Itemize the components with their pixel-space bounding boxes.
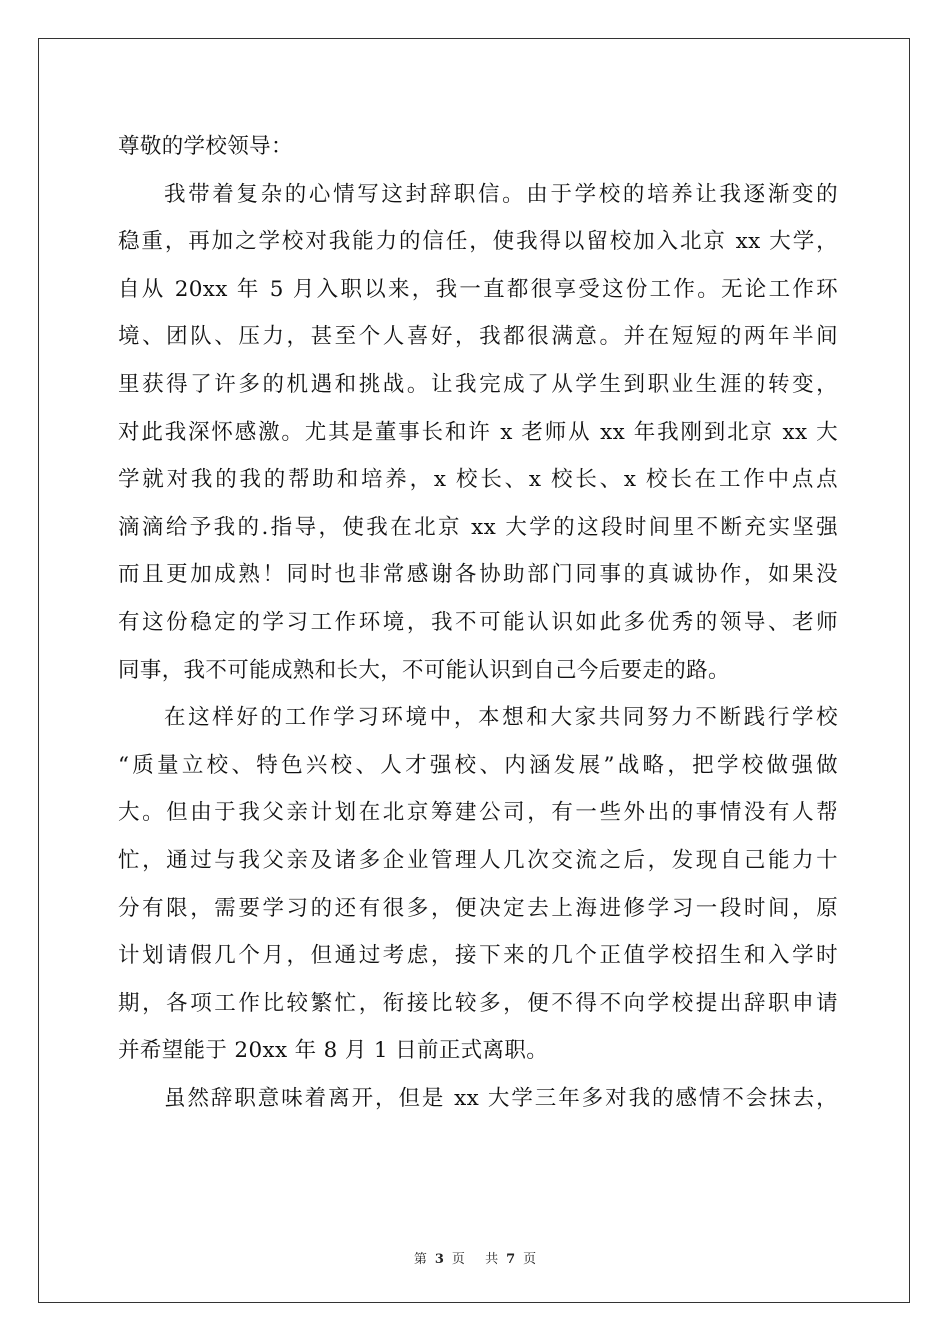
- paragraph-line: 滴滴给予我的.指导，使我在北京 xx 大学的这段时间里不断充实坚强: [118, 514, 838, 540]
- total-pages-indicator: [481, 1248, 540, 1267]
- page-prefix: 第: [413, 1252, 427, 1267]
- paragraph-line: 我带着复杂的心情写这封辞职信。由于学校的培养让我逐渐变的: [164, 181, 838, 207]
- paragraph-line: 里获得了许多的机遇和挑战。让我完成了从学生到职业生涯的转变，: [118, 371, 838, 397]
- paragraph-line: 而且更加成熟！同时也非常感谢各协助部门同事的真诚协作，如果没: [118, 562, 838, 588]
- paragraph-line: 有这份稳定的学习工作环境，我不可能认识如此多优秀的领导、老师: [118, 609, 838, 635]
- paragraph-3: [118, 1075, 838, 1123]
- page-suffix: 页: [451, 1252, 465, 1267]
- salutation: 尊敬的学校领导：: [118, 134, 293, 159]
- paragraph-line: 境、团队、压力，甚至个人喜好，我都很满意。并在短短的两年半间: [118, 324, 838, 350]
- page-number: 3: [434, 1252, 444, 1267]
- total-prefix: 共: [485, 1252, 499, 1267]
- paragraph-line: 在这样好的工作学习环境中，本想和大家共同努力不断践行学校: [164, 705, 838, 731]
- paragraph-line: 稳重，再加之学校对我能力的信任，使我得以留校加入北京 xx 大学，: [118, 229, 838, 255]
- paragraph-line: 自从 20xx 年 5 月入职以来，我一直都很享受这份工作。无论工作环: [118, 276, 838, 302]
- paragraph-line: 并希望能于 20xx 年 8 月 1 日前正式离职。: [118, 1038, 549, 1064]
- paragraph-1: [118, 171, 838, 695]
- total-suffix: 页: [523, 1252, 537, 1267]
- page-footer: [0, 1248, 950, 1267]
- paragraph-line: 同事，我不可能成熟和长大，不可能认识到自己今后要走的路。: [118, 657, 730, 683]
- paragraph-2: [118, 694, 838, 1075]
- paragraph-line: 计划请假几个月，但通过考虑，接下来的几个正值学校招生和入学时: [118, 943, 838, 969]
- paragraph-line: 对此我深怀感激。尤其是董事长和许 x 老师从 xx 年我刚到北京 xx 大: [118, 419, 838, 445]
- page-indicator: [410, 1248, 469, 1267]
- document-body: [118, 123, 838, 1122]
- total-pages: 7: [506, 1252, 516, 1267]
- paragraph-line: 学就对我的我的帮助和培养，x 校长、x 校长、x 校长在工作中点点: [118, 467, 838, 493]
- paragraph-line: 大。但由于我父亲计划在北京筹建公司，有一些外出的事情没有人帮: [118, 800, 838, 826]
- paragraph-line: 分有限，需要学习的还有很多，便决定去上海进修学习一段时间，原: [118, 895, 838, 921]
- paragraph-line: 虽然辞职意味着离开，但是 xx 大学三年多对我的感情不会抹去，: [164, 1085, 838, 1111]
- paragraph-line: 期，各项工作比较繁忙，衔接比较多，便不得不向学校提出辞职申请: [118, 990, 838, 1016]
- paragraph-line: “质量立校、特色兴校、人才强校、内涵发展”战略，把学校做强做: [118, 752, 838, 778]
- paragraph-line: 忙，通过与我父亲及诸多企业管理人几次交流之后，发现自己能力十: [118, 847, 838, 873]
